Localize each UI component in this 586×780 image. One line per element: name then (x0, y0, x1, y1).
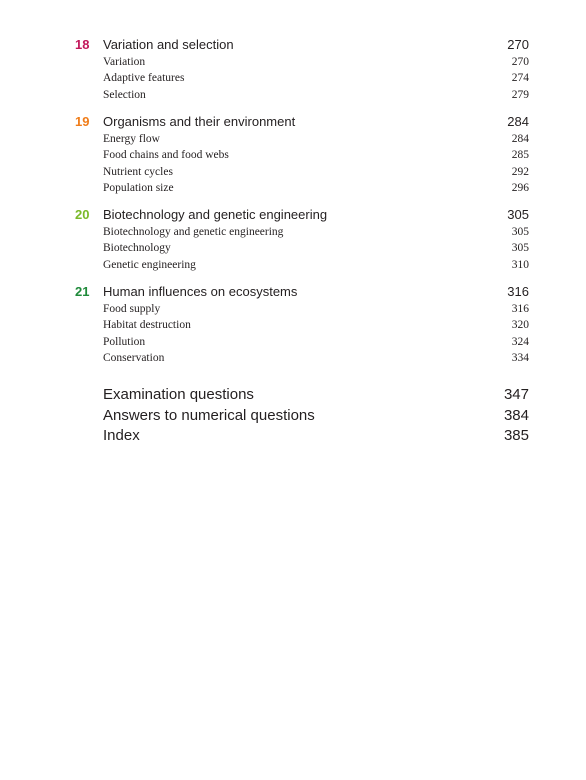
section-title: Population size (103, 181, 174, 194)
section-page: 296 (511, 181, 529, 194)
back-matter-title: Examination questions (103, 386, 254, 403)
chapter-number: 20 (75, 207, 90, 222)
chapter-page: 284 (507, 114, 529, 129)
section-title: Food chains and food webs (103, 149, 229, 162)
section-entry[interactable] (0, 70, 586, 86)
section-title: Food supply (103, 303, 161, 315)
section-entry[interactable] (0, 317, 586, 333)
chapter-page: 305 (507, 207, 529, 222)
back-matter (0, 385, 586, 447)
back-matter-page: 385 (503, 427, 529, 444)
section-title: Biotechnology and genetic engineering (103, 226, 284, 238)
section-page: 305 (511, 242, 529, 255)
section-entry[interactable] (0, 87, 586, 103)
back-matter-entry[interactable] (0, 385, 586, 406)
section-page: 334 (511, 351, 529, 364)
chapter-heading[interactable] (0, 206, 586, 224)
section-entry[interactable] (0, 240, 586, 256)
section-page: 284 (511, 133, 529, 145)
chapter-21 (0, 283, 586, 366)
chapter-title: Variation and selection (103, 37, 234, 52)
back-matter-page: 347 (503, 386, 529, 403)
section-entry[interactable] (0, 224, 586, 240)
section-page: 316 (511, 303, 529, 315)
section-title: Habitat destruction (103, 319, 191, 332)
chapter-heading[interactable] (0, 113, 586, 131)
back-matter-page: 384 (503, 406, 529, 424)
chapter-page: 316 (507, 284, 529, 299)
section-title: Genetic engineering (103, 258, 196, 271)
section-entry[interactable] (0, 164, 586, 180)
section-entry[interactable] (0, 131, 586, 147)
chapter-19 (0, 113, 586, 196)
section-entry[interactable] (0, 54, 586, 70)
section-entry[interactable] (0, 350, 586, 366)
chapter-20 (0, 206, 586, 273)
section-page: 320 (511, 319, 529, 332)
section-title: Variation (103, 56, 146, 68)
section-entry[interactable] (0, 334, 586, 350)
section-entry[interactable] (0, 301, 586, 317)
section-entry[interactable] (0, 147, 586, 163)
back-matter-entry[interactable] (0, 426, 586, 447)
chapter-title: Biotechnology and genetic engineering (103, 207, 328, 222)
section-title: Energy flow (103, 133, 160, 145)
section-page: 285 (511, 149, 529, 162)
section-title: Biotechnology (103, 242, 171, 255)
section-entry[interactable] (0, 180, 586, 196)
chapter-title: Organisms and their environment (103, 114, 296, 129)
section-title: Nutrient cycles (103, 165, 173, 178)
chapter-number: 19 (75, 114, 90, 129)
back-matter-title: Index (103, 427, 140, 444)
chapter-18 (0, 36, 586, 103)
back-matter-title: Answers to numerical questions (103, 406, 315, 424)
section-page: 324 (511, 335, 529, 348)
chapter-number: 18 (75, 37, 90, 52)
section-entry[interactable] (0, 257, 586, 273)
section-page: 292 (511, 165, 529, 178)
section-title: Adaptive features (103, 72, 185, 85)
chapter-heading[interactable] (0, 283, 586, 301)
chapter-number: 21 (75, 284, 90, 299)
chapter-title: Human influences on ecosystems (103, 284, 298, 299)
section-page: 270 (511, 56, 529, 68)
section-title: Pollution (103, 335, 146, 348)
chapter-heading[interactable] (0, 36, 586, 54)
back-matter-entry[interactable] (0, 406, 586, 427)
section-page: 310 (511, 258, 529, 271)
section-page: 274 (511, 72, 529, 85)
section-page: 305 (511, 226, 529, 238)
section-title: Conservation (103, 351, 165, 364)
chapter-page: 270 (507, 37, 529, 52)
section-title: Selection (103, 88, 146, 101)
section-page: 279 (511, 88, 529, 101)
